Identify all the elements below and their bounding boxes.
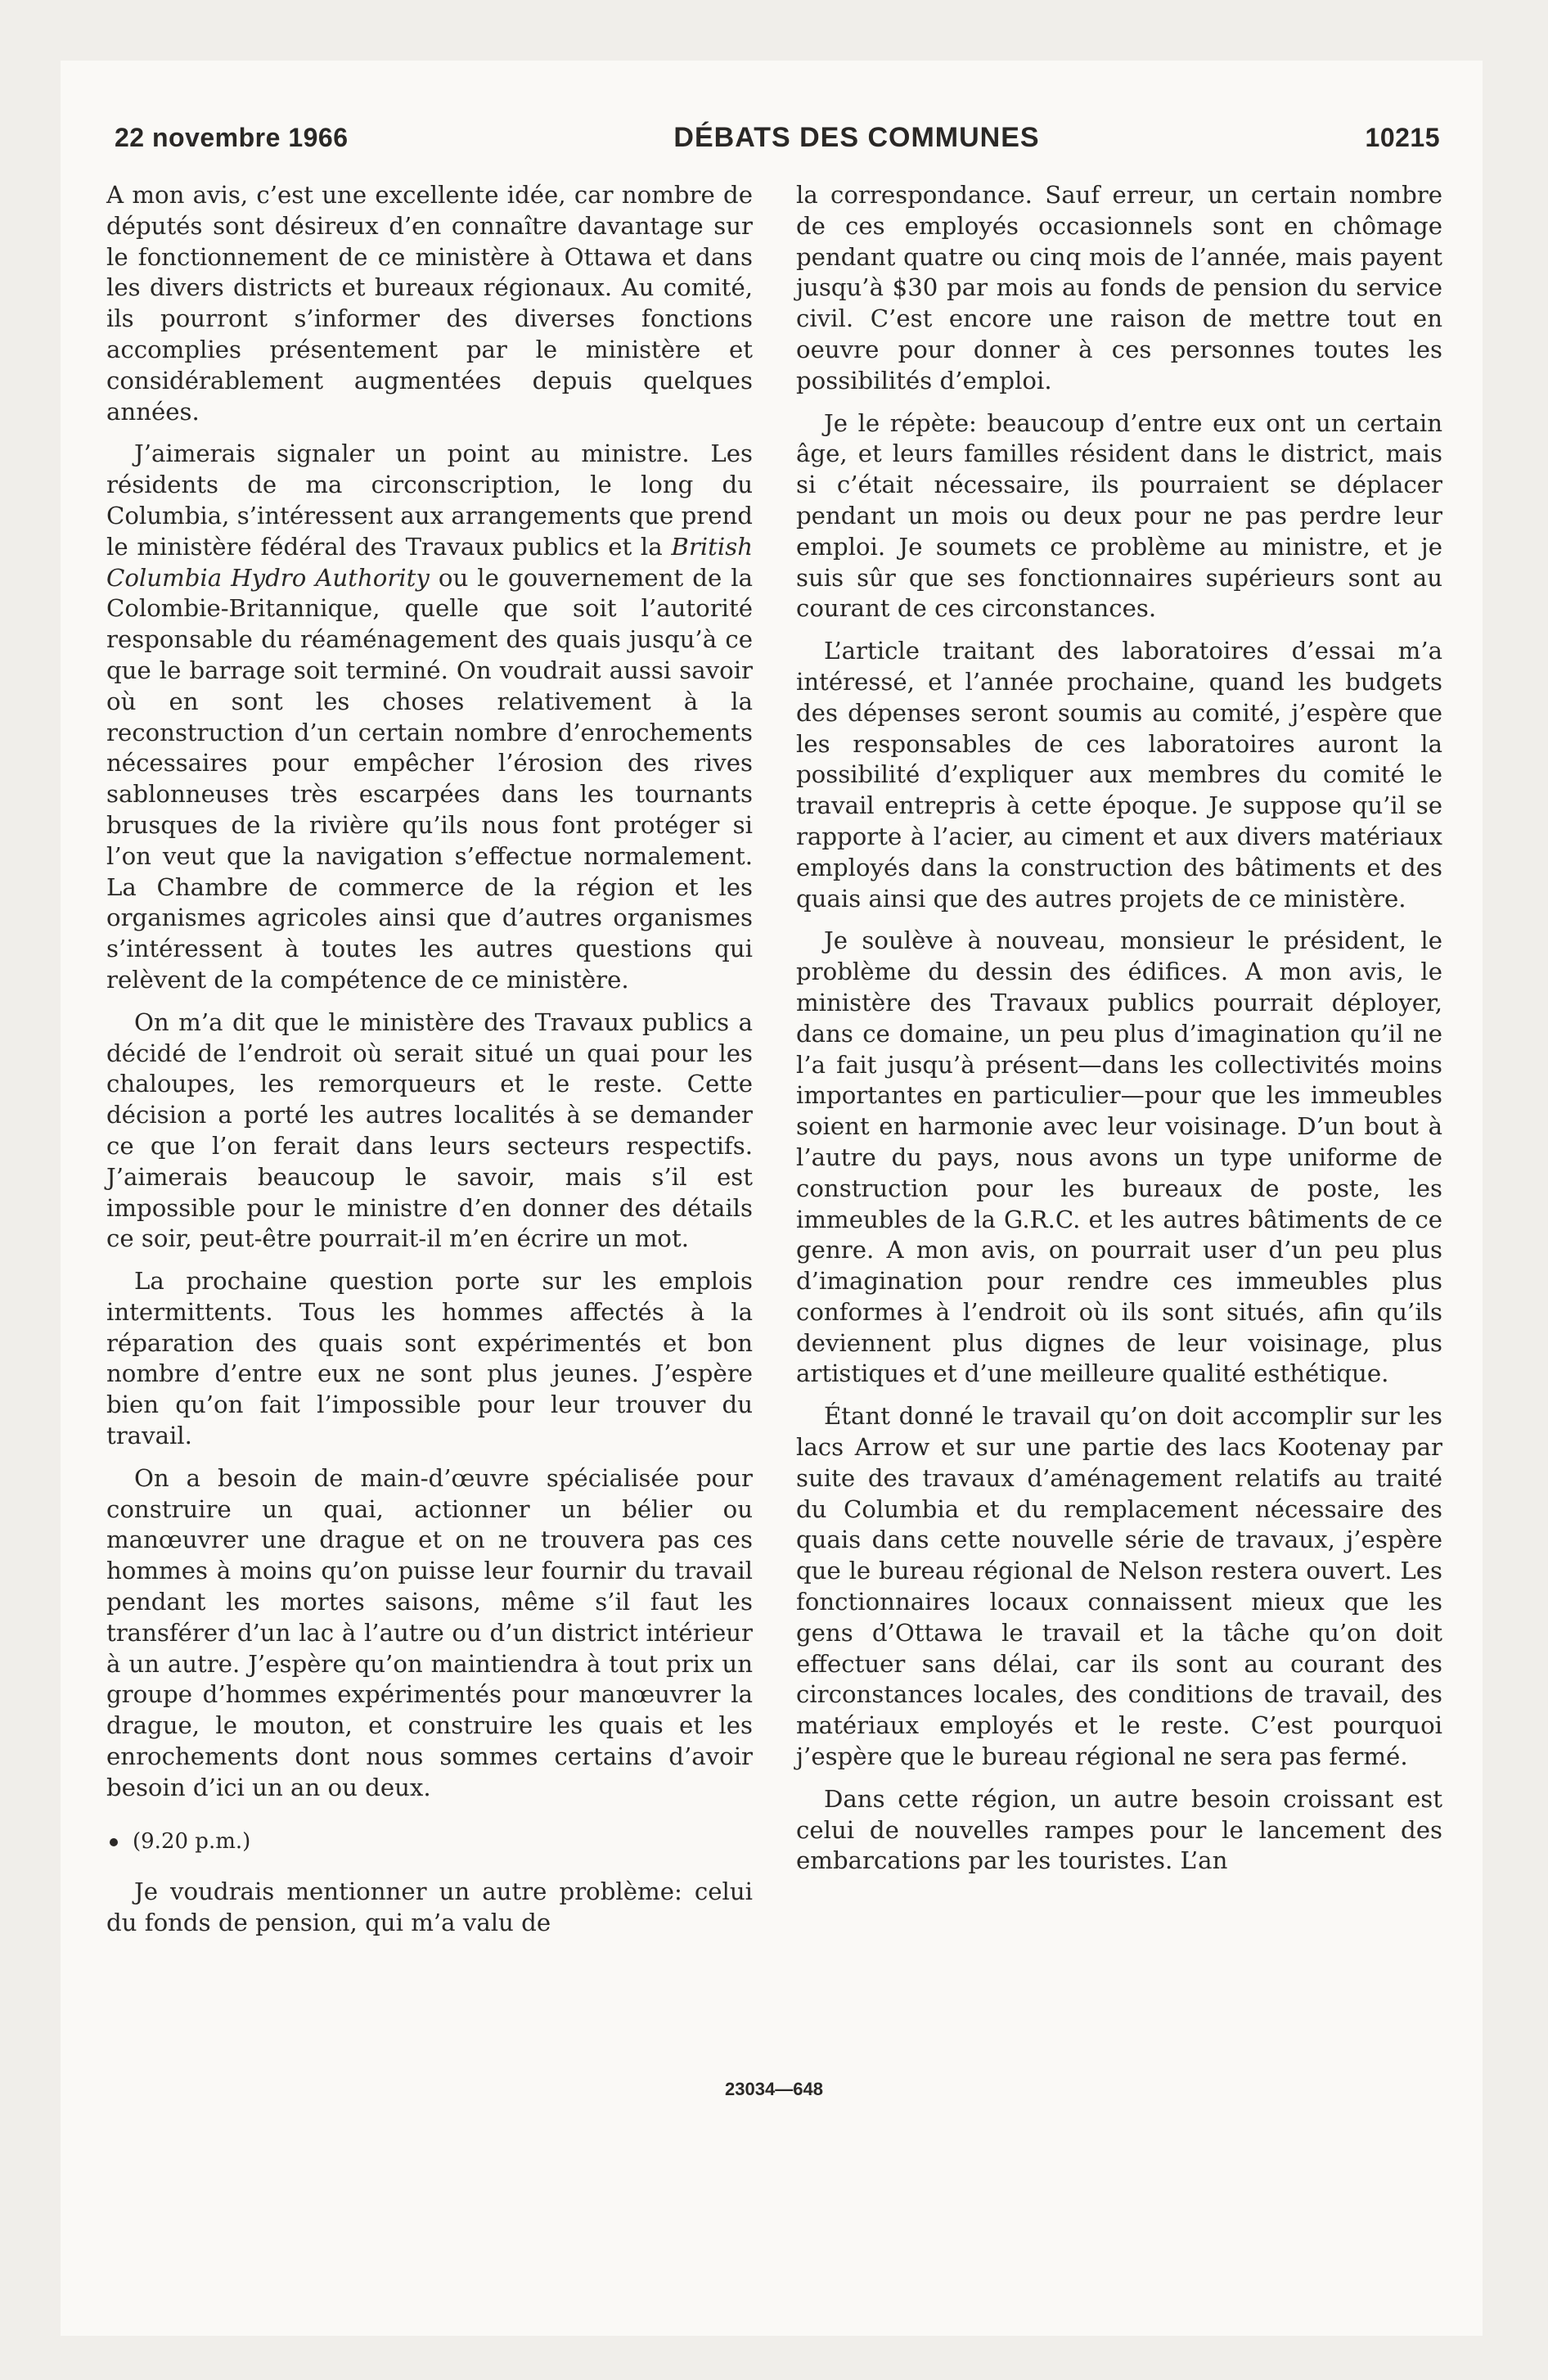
header-date: 22 novembre 1966 — [115, 122, 349, 152]
header-title: DÉBATS DES COMMUNES — [673, 121, 1040, 153]
paragraph — [106, 439, 753, 995]
paragraph: L’article traitant des laboratoires d’essai m’a intéressé, et l’année prochaine, quand les budgets des dépenses seront soumis au comité, j’espère que les responsables de ces laboratoires auront la possibilité d’expliquer aux membres du comité le travail entrepris à cette époque. Je suppose qu’il se rapporte à l’acier, au ciment et aux divers matériaux employés dans la construction des bâtiments et des quais ainsi que des autres projets de ce ministère. — [796, 637, 1442, 913]
paragraph: Dans cette région, un autre besoin croissant est celui de nouvelles rampes pour le lancement des embarcations par les touristes. L’an — [796, 1784, 1442, 1875]
time-marker — [106, 1827, 753, 1858]
paragraph: Je le répète: beaucoup d’entre eux ont un certain âge, et leurs familles résident dans le district, mais si c’était nécessaire, ils pourraient se déplacer pendant un mois ou deux pour ne pas perdre leur emploi. Je soumets ce problème au ministre, et je suis sûr que ses fonctionnaires supérieurs sont au courant de ces circonstances. — [796, 408, 1442, 623]
paragraph-text: J’aimerais signaler un point au ministre. Les résidents de ma circonscription, le long du Columbia, s’intéressent aux arrangements que prend le ministère fédéral des Travaux publics et la — [106, 439, 753, 561]
paragraph: On m’a dit que le ministère des Travaux publics a décidé de l’endroit où serait situé un quai pour les chaloupes, les remorqueurs et le reste. Cette décision a porté les autres localités à se demander ce que l’on ferait dans leurs secteurs respectifs. J’aimerais beaucoup le savoir, mais s’il est impossible pour le ministre d’en donner des détails ce soir, peut-être pourrait-il m’en écrire un mot. — [106, 1007, 753, 1253]
page-header — [115, 113, 1440, 162]
paragraph: la correspondance. Sauf erreur, un certain nombre de ces employés occasionnels sont en chômage pendant quatre ou cinq mois de l’année, mais payent jusqu’à $30 par mois au fonds de pension du service civil. C’est encore une raison de mettre tout en oeuvre pour donner à ces personnes toutes les possibilités d’emploi. — [796, 181, 1442, 394]
time-text: (9.20 p.m.) — [133, 1828, 251, 1854]
paragraph: Je voudrais mentionner un autre problème: celui du fonds de pension, qui m’a valu de — [106, 1877, 753, 1937]
paragraph: A mon avis, c’est une excellente idée, car nombre de députés sont désireux d’en connaître davantage sur le fonctionnement de ce ministère à Ottawa et dans les divers districts et bureaux régionaux. Au comité, ils pourront s’informer des diverses fonctions accomplies présentement par le ministère et considérablement augmentées depuis quelques années. — [106, 181, 753, 426]
right-column — [796, 180, 1442, 1877]
bullet-icon — [110, 1838, 118, 1846]
footer-code: 23034—648 — [725, 2079, 823, 2099]
paragraph: La prochaine question porte sur les emplois intermittents. Tous les hommes affectés à la réparation des quais sont expérimentés et bon nombre d’entre eux ne sont plus jeunes. J’espère bien qu’on fait l’impossible pour leur trouver du travail. — [106, 1267, 753, 1450]
header-page-number: 10215 — [1365, 122, 1440, 152]
paragraph: Je soulève à nouveau, monsieur le président, le problème du dessin des édifices. A mon avis, le ministère des Travaux publics pourrait déployer, dans ce domaine, un peu plus d’imagination qu’il ne l’a fait jusqu’à présent—dans les collectivités moins importantes en particulier—pour que les immeubles soient en harmonie avec leur voisinage. D’un bout à l’autre du pays, nous avons un type uniforme de construction pour les bureaux de poste, les immeubles de la G.R.C. et les autres bâtiments de ce genre. A mon avis, on pourrait user d’un peu plus d’imagination pour rendre ces immeubles plus conformes à l’endroit où ils sont situés, afin qu’ils deviennent plus dignes de leur voisinage, plus artistiques et d’une meilleure qualité esthétique. — [796, 926, 1442, 1388]
paragraph-italic: British Columbia Hydro Authority — [106, 532, 753, 592]
paragraph-text: ou le gouvernement de la Colombie-Britannique, quelle que soit l’autorité responsable du réaménagement des quais jusqu’à ce que le barrage soit terminé. On voudrait aussi savoir où en sont les choses relativement à la reconstruction d’un certain nombre d’enrochements nécessaires pour empêcher l’érosion des rives sablonneuses très escarpées dans les tournants brusques de la rivière qu’ils nous font protéger si l’on veut que la navigation s’effectue normalement. La Chambre de commerce de la région et les organismes agricoles ainsi que d’autres organismes s’intéressent à toutes les autres questions qui relèvent de la compétence de ce ministère. — [106, 563, 753, 994]
paragraph: Étant donné le travail qu’on doit accomplir sur les lacs Arrow et sur une partie des lacs Kootenay par suite des travaux d’aménagement relatifs au traité du Columbia et du remplacement nécessaire des quais dans cette nouvelle série de travaux, j’espère que le bureau régional de Nelson restera ouvert. Les fonctionnaires locaux connaissent mieux que les gens d’Ottawa le travail et la tâche qu’on doit effectuer sans délai, car ils sont au courant des circonstances locales, des conditions de travail, des matériaux employés et le reste. C’est pourquoi j’espère que le bureau régional ne sera pas fermé. — [796, 1402, 1442, 1771]
left-column — [106, 180, 753, 1939]
paragraph: On a besoin de main-d’œuvre spécialisée pour construire un quai, actionner un bélier ou manœuvrer une drague et on ne trouvera pas ces hommes à moins qu’on puisse leur fournir du travail pendant les mortes saisons, même s’il faut les transférer d’un lac à l’autre ou d’un district intérieur à un autre. J’espère qu’on maintiendra à tout prix un groupe d’hommes expérimentés pour manœuvrer la drague, le mouton, et construire les quais et les enrochements dont nous sommes certains d’avoir besoin d’ici un an ou deux. — [106, 1463, 753, 1801]
